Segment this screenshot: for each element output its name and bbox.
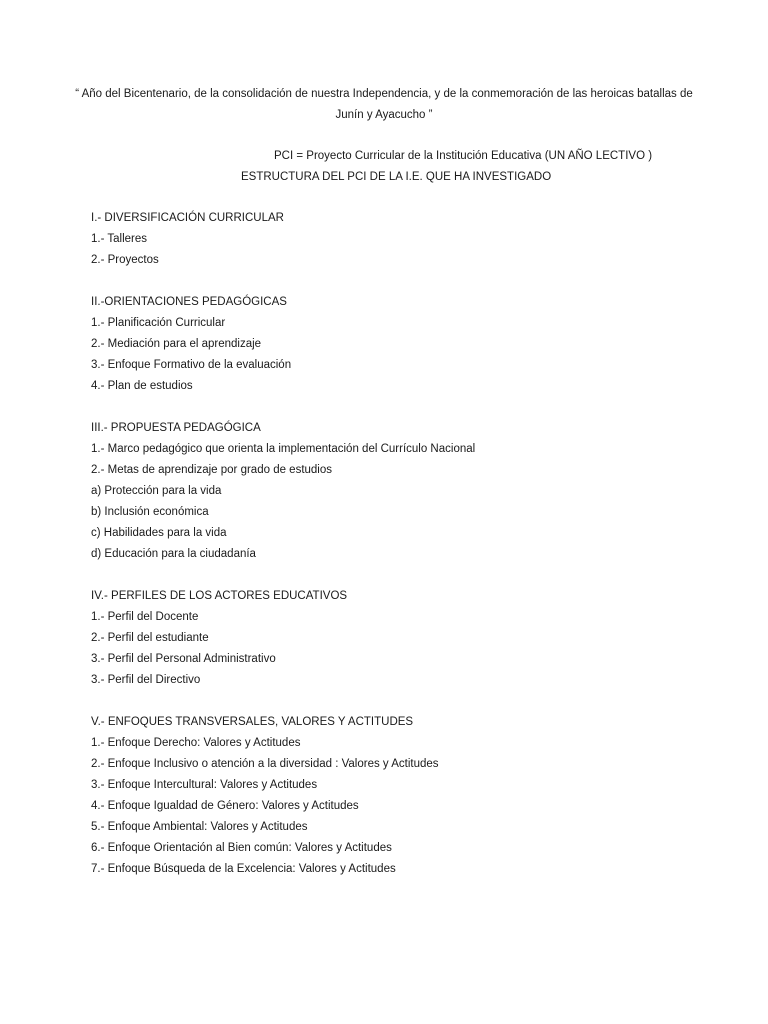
list-item: 2.- Enfoque Inclusivo o atención a la diversidad : Valores y Actitudes <box>91 758 439 770</box>
section-heading: II.-ORIENTACIONES PEDAGÓGICAS <box>91 296 287 308</box>
section <box>91 211 711 274</box>
section <box>91 715 711 883</box>
document-body <box>91 211 711 904</box>
list-item: a) Protección para la vida <box>91 485 222 497</box>
list-item: c) Habilidades para la vida <box>91 527 227 539</box>
list-item: 2.- Metas de aprendizaje por grado de estudios <box>91 464 333 476</box>
motto-line-2: Junín y Ayacucho ” <box>335 109 433 121</box>
list-item: 1.- Enfoque Derecho: Valores y Actitudes <box>91 737 301 749</box>
section <box>91 589 711 694</box>
list-item: 1.- Planificación Curricular <box>91 317 226 329</box>
section <box>91 421 711 568</box>
list-item: 2.- Proyectos <box>91 254 159 266</box>
section-heading: I.- DIVERSIFICACIÓN CURRICULAR <box>91 212 284 224</box>
section <box>91 295 711 400</box>
list-item: 2.- Perfil del estudiante <box>91 632 209 644</box>
pci-definition: PCI = Proyecto Curricular de la Institución Educativa (UN AÑO LECTIVO ) <box>274 150 653 162</box>
list-item: d) Educación para la ciudadanía <box>91 548 256 560</box>
list-item: 2.- Mediación para el aprendizaje <box>91 338 262 350</box>
motto-line-1: “ Año del Bicentenario, de la consolidación de nuestra Independencia, y de la conmemoración de las heroicas batallas de <box>75 88 693 100</box>
section-heading: IV.- PERFILES DE LOS ACTORES EDUCATIVOS <box>91 590 348 602</box>
list-item: 7.- Enfoque Búsqueda de la Excelencia: Valores y Actitudes <box>91 863 396 875</box>
list-item: 3.- Enfoque Formativo de la evaluación <box>91 359 292 371</box>
section-heading: V.- ENFOQUES TRANSVERSALES, VALORES Y ACTITUDES <box>91 716 414 728</box>
section-heading: III.- PROPUESTA PEDAGÓGICA <box>91 422 261 434</box>
structure-title: ESTRUCTURA DEL PCI DE LA I.E. QUE HA INVESTIGADO <box>241 171 552 183</box>
list-item: 3.- Perfil del Personal Administrativo <box>91 653 276 665</box>
list-item: 1.- Talleres <box>91 233 148 245</box>
list-item: 6.- Enfoque Orientación al Bien común: Valores y Actitudes <box>91 842 392 854</box>
list-item: 1.- Marco pedagógico que orienta la implementación del Currículo Nacional <box>91 443 476 455</box>
list-item: 3.- Perfil del Directivo <box>91 674 201 686</box>
list-item: 1.- Perfil del Docente <box>91 611 199 623</box>
list-item: 4.- Plan de estudios <box>91 380 193 392</box>
list-item: 5.- Enfoque Ambiental: Valores y Actitudes <box>91 821 308 833</box>
list-item: 4.- Enfoque Igualdad de Género: Valores y Actitudes <box>91 800 359 812</box>
list-item: 3.- Enfoque Intercultural: Valores y Actitudes <box>91 779 318 791</box>
list-item: b) Inclusión económica <box>91 506 209 518</box>
